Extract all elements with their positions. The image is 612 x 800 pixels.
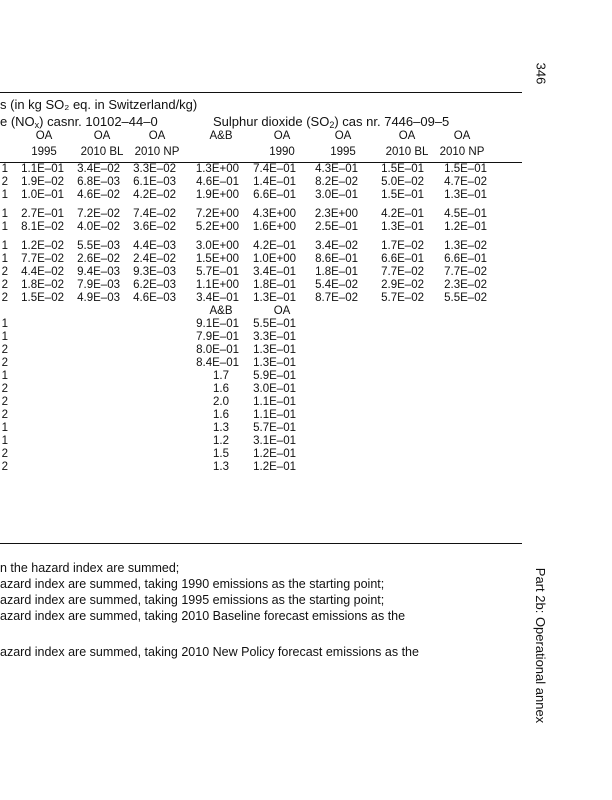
- column-header: OA: [398, 130, 416, 142]
- table-cell: 1.1E+00: [195, 279, 239, 291]
- table-cell: 9.3E–03: [133, 266, 176, 278]
- table-cell: 1: [1, 240, 8, 252]
- table-cell: 7.2E+00: [195, 208, 239, 220]
- table-row: [0, 396, 522, 409]
- table-row: [0, 221, 522, 234]
- table-cell: 1.2: [213, 435, 229, 447]
- table-cell: 1: [1, 163, 8, 175]
- table-cell: 4.4E–03: [133, 240, 176, 252]
- table-cell: 1.5E–01: [444, 163, 487, 175]
- table-cell: 1.9E+00: [195, 189, 239, 201]
- column-header: 2010 NP: [134, 146, 180, 158]
- table-cell: 1: [1, 318, 8, 330]
- table-row: [0, 435, 522, 448]
- table-cell: 8.2E–02: [315, 176, 358, 188]
- table-cell: 1.2E–01: [444, 221, 487, 233]
- table-cell: 2: [1, 409, 8, 421]
- table-cell: 6.6E–01: [444, 253, 487, 265]
- table-cell: 2.7E–01: [21, 208, 64, 220]
- table-row: [0, 318, 522, 331]
- table-cell: 2: [1, 344, 8, 356]
- table-cell: 1: [1, 189, 8, 201]
- table-cell: 6.6E–01: [253, 189, 296, 201]
- table-cell: 1.3E–01: [253, 357, 296, 369]
- table-cell: 1.5E+00: [195, 253, 239, 265]
- table-cell: 1.8E–01: [315, 266, 358, 278]
- column-header: OA: [148, 130, 166, 142]
- table-row: [0, 189, 522, 202]
- table-cell: 6.8E–03: [77, 176, 120, 188]
- table-cell: 3.3E–02: [133, 163, 176, 175]
- page-number-text: 346: [533, 62, 549, 84]
- table-cell: 2.4E–02: [133, 253, 176, 265]
- table-cell: 1: [1, 221, 8, 233]
- table-cell: 6.1E–03: [133, 176, 176, 188]
- table-row: [0, 279, 522, 292]
- table-cell: 8.7E–02: [315, 292, 358, 304]
- table-row: [0, 383, 522, 396]
- table-cell: 9.1E–01: [196, 318, 239, 330]
- table-cell: 1.8E–01: [253, 279, 296, 291]
- table-cell: 3.0E–01: [253, 383, 296, 395]
- column-header: 2010 BL: [80, 146, 124, 158]
- table-cell: 2: [1, 266, 8, 278]
- table-cell: 1.1E–01: [253, 409, 296, 421]
- column-header: 1990: [269, 146, 295, 158]
- table-cell: 3.4E–01: [253, 266, 296, 278]
- table-cell: 7.2E–02: [77, 208, 120, 220]
- table-row: [0, 253, 522, 266]
- table-cell: 6.6E–01: [381, 253, 424, 265]
- table-cell: 7.4E–01: [253, 163, 296, 175]
- table-cell: 7.7E–02: [21, 253, 64, 265]
- table-cell: 5.5E–01: [253, 318, 296, 330]
- table-cell: 2: [1, 448, 8, 460]
- table-cell: 5.5E–03: [77, 240, 120, 252]
- note-line: azard index are summed, taking 2010 Baseline forecast emissions as the: [0, 609, 406, 623]
- table-cell: 3.6E–02: [133, 221, 176, 233]
- column-header: 2010 BL: [385, 146, 429, 158]
- table-cell: 1: [1, 208, 8, 220]
- table-cell: 1.7: [213, 370, 229, 382]
- table-cell: 1.7E–02: [381, 240, 424, 252]
- table-cell: 5.2E+00: [195, 221, 239, 233]
- table-cell: 1.0E+00: [252, 253, 296, 265]
- table-cell: 1.5: [213, 448, 229, 460]
- table-cell: 7.7E–02: [444, 266, 487, 278]
- note-line: n the hazard index are summed;: [0, 561, 180, 575]
- table-cell: 5.5E–02: [444, 292, 487, 304]
- table-cell: 5.7E–02: [381, 292, 424, 304]
- table-cell: 4.2E–02: [133, 189, 176, 201]
- table-cell: 4.6E–03: [133, 292, 176, 304]
- table-cell: 1: [1, 331, 8, 343]
- nox-heading-sub: x: [34, 120, 40, 130]
- table-cell: 1.5E–02: [21, 292, 64, 304]
- table-cell: 1.6E+00: [252, 221, 296, 233]
- column-header: OA: [93, 130, 111, 142]
- table-cell: 5.0E–02: [381, 176, 424, 188]
- table-cell: 7.9E–01: [196, 331, 239, 343]
- table-cell: 4.7E–02: [444, 176, 487, 188]
- header-row: [0, 130, 522, 143]
- table-cell: 1.3E+00: [195, 163, 239, 175]
- table-cell: 2: [1, 461, 8, 473]
- column-header: A&B: [209, 130, 233, 142]
- table-cell: 1.4E–01: [253, 176, 296, 188]
- table-cell: 1: [1, 370, 8, 382]
- table-cell: 4.2E–01: [253, 240, 296, 252]
- column-header: OA: [334, 130, 352, 142]
- running-head-text: Part 2b: Operational annex: [533, 567, 549, 723]
- table-cell: 2: [1, 176, 8, 188]
- so2-heading-sub: 2: [329, 120, 335, 130]
- note-line: azard index are summed, taking 1990 emissions as the starting point;: [0, 577, 385, 591]
- table-cell: 2.3E+00: [314, 208, 358, 220]
- column-header: OA: [35, 130, 53, 142]
- table-cell: 2.3E–02: [444, 279, 487, 291]
- column-header: OA: [273, 130, 291, 142]
- table-cell: 5.7E–01: [253, 422, 296, 434]
- table-cell: 2.0: [213, 396, 229, 408]
- table-cell: 2: [1, 396, 8, 408]
- table-cell: 1.3E–02: [444, 240, 487, 252]
- table-cell: 1.2E–01: [253, 461, 296, 473]
- table-cell: 1.5E–01: [381, 189, 424, 201]
- table-cell: 2.6E–02: [77, 253, 120, 265]
- note-line: azard index are summed, taking 2010 New Policy forecast emissions as the: [0, 645, 419, 659]
- table-cell: 1.0E–01: [21, 189, 64, 201]
- column-header: A&B: [209, 305, 233, 317]
- table-cell: 4.4E–02: [21, 266, 64, 278]
- column-header: 2010 NP: [439, 146, 485, 158]
- table-cell: 2.9E–02: [381, 279, 424, 291]
- table-bottom-rule: [0, 543, 522, 544]
- so2-heading-prefix: Sulphur dioxide (SO: [213, 114, 330, 129]
- table-cell: 4.5E–01: [444, 208, 487, 220]
- table-cell: 4.9E–03: [77, 292, 120, 304]
- table-row: [0, 331, 522, 344]
- table-row: [0, 208, 522, 221]
- table-row: [0, 163, 522, 176]
- nox-heading-suffix: ) casnr. 10102–44–0: [39, 114, 158, 129]
- table-cell: 2: [1, 292, 8, 304]
- table-cell: 1: [1, 435, 8, 447]
- note-line: azard index are summed, taking 1995 emissions as the starting point;: [0, 593, 385, 607]
- table-cell: 5.4E–02: [315, 279, 358, 291]
- nox-heading-prefix: e (NO: [0, 114, 35, 129]
- table-row: [0, 266, 522, 279]
- table-row: [0, 240, 522, 253]
- table-cell: 1.2E–01: [253, 448, 296, 460]
- table-row: [0, 344, 522, 357]
- nox-heading: [0, 114, 158, 130]
- table-cell: 8.6E–01: [315, 253, 358, 265]
- table-title: s (in kg SO₂ eq. in Switzerland/kg): [0, 97, 198, 112]
- table-cell: 2: [1, 357, 8, 369]
- table-cell: 1: [1, 253, 8, 265]
- table-cell: 1.8E–02: [21, 279, 64, 291]
- table-cell: 3.3E–01: [253, 331, 296, 343]
- table-top-rule: [0, 92, 522, 93]
- table-cell: 1.6: [213, 383, 229, 395]
- table-cell: 6.2E–03: [133, 279, 176, 291]
- table-cell: 5.7E–01: [196, 266, 239, 278]
- table-cell: 1.1E–01: [21, 163, 64, 175]
- table-cell: 4.2E–01: [381, 208, 424, 220]
- table-cell: 3.0E–01: [315, 189, 358, 201]
- table-cell: 4.0E–02: [77, 221, 120, 233]
- table-cell: 1.1E–01: [253, 396, 296, 408]
- table-row: [0, 461, 522, 474]
- table-cell: 1.3: [213, 422, 229, 434]
- table-cell: 2.5E–01: [315, 221, 358, 233]
- table-cell: 8.1E–02: [21, 221, 64, 233]
- table-cell: 3.1E–01: [253, 435, 296, 447]
- table-cell: 3.4E–02: [315, 240, 358, 252]
- column-header: 1995: [31, 146, 57, 158]
- table-cell: 8.0E–01: [196, 344, 239, 356]
- table-row: [0, 448, 522, 461]
- table-cell: 1.9E–02: [21, 176, 64, 188]
- table-row: [0, 409, 522, 422]
- table-cell: 4.3E+00: [252, 208, 296, 220]
- table-cell: 8.4E–01: [196, 357, 239, 369]
- table-cell: 1.3E–01: [253, 344, 296, 356]
- table-cell: 7.7E–02: [381, 266, 424, 278]
- page-number: [529, 58, 553, 88]
- running-head: [529, 560, 553, 730]
- column-header: 1995: [330, 146, 356, 158]
- so2-heading-suffix: ) cas nr. 7446–09–5: [334, 114, 450, 129]
- table-cell: 3.4E–02: [77, 163, 120, 175]
- column-header: OA: [453, 130, 471, 142]
- table-cell: 2: [1, 383, 8, 395]
- table-row: [0, 357, 522, 370]
- table-cell: 1.3: [213, 461, 229, 473]
- table-cell: 2: [1, 279, 8, 291]
- table-cell: 4.6E–01: [196, 176, 239, 188]
- column-header: OA: [273, 305, 291, 317]
- table-cell: 1.6: [213, 409, 229, 421]
- table-cell: 4.6E–02: [77, 189, 120, 201]
- table-row: [0, 292, 522, 305]
- table-cell: 1.3E–01: [253, 292, 296, 304]
- so2-heading: [213, 114, 449, 130]
- table-cell: 1.3E–01: [444, 189, 487, 201]
- table-cell: 9.4E–03: [77, 266, 120, 278]
- lower-header-row: [0, 305, 522, 318]
- table-cell: 1.5E–01: [381, 163, 424, 175]
- table-cell: 7.9E–03: [77, 279, 120, 291]
- table-cell: 3.0E+00: [195, 240, 239, 252]
- table-cell: 1.2E–02: [21, 240, 64, 252]
- table-cell: 1.3E–01: [381, 221, 424, 233]
- table-cell: 5.9E–01: [253, 370, 296, 382]
- table-row: [0, 422, 522, 435]
- table-row: [0, 370, 522, 383]
- table-cell: 7.4E–02: [133, 208, 176, 220]
- table-cell: 4.3E–01: [315, 163, 358, 175]
- table-cell: 3.4E–01: [196, 292, 239, 304]
- table-row: [0, 176, 522, 189]
- header-row: [0, 146, 522, 159]
- table-cell: 1: [1, 422, 8, 434]
